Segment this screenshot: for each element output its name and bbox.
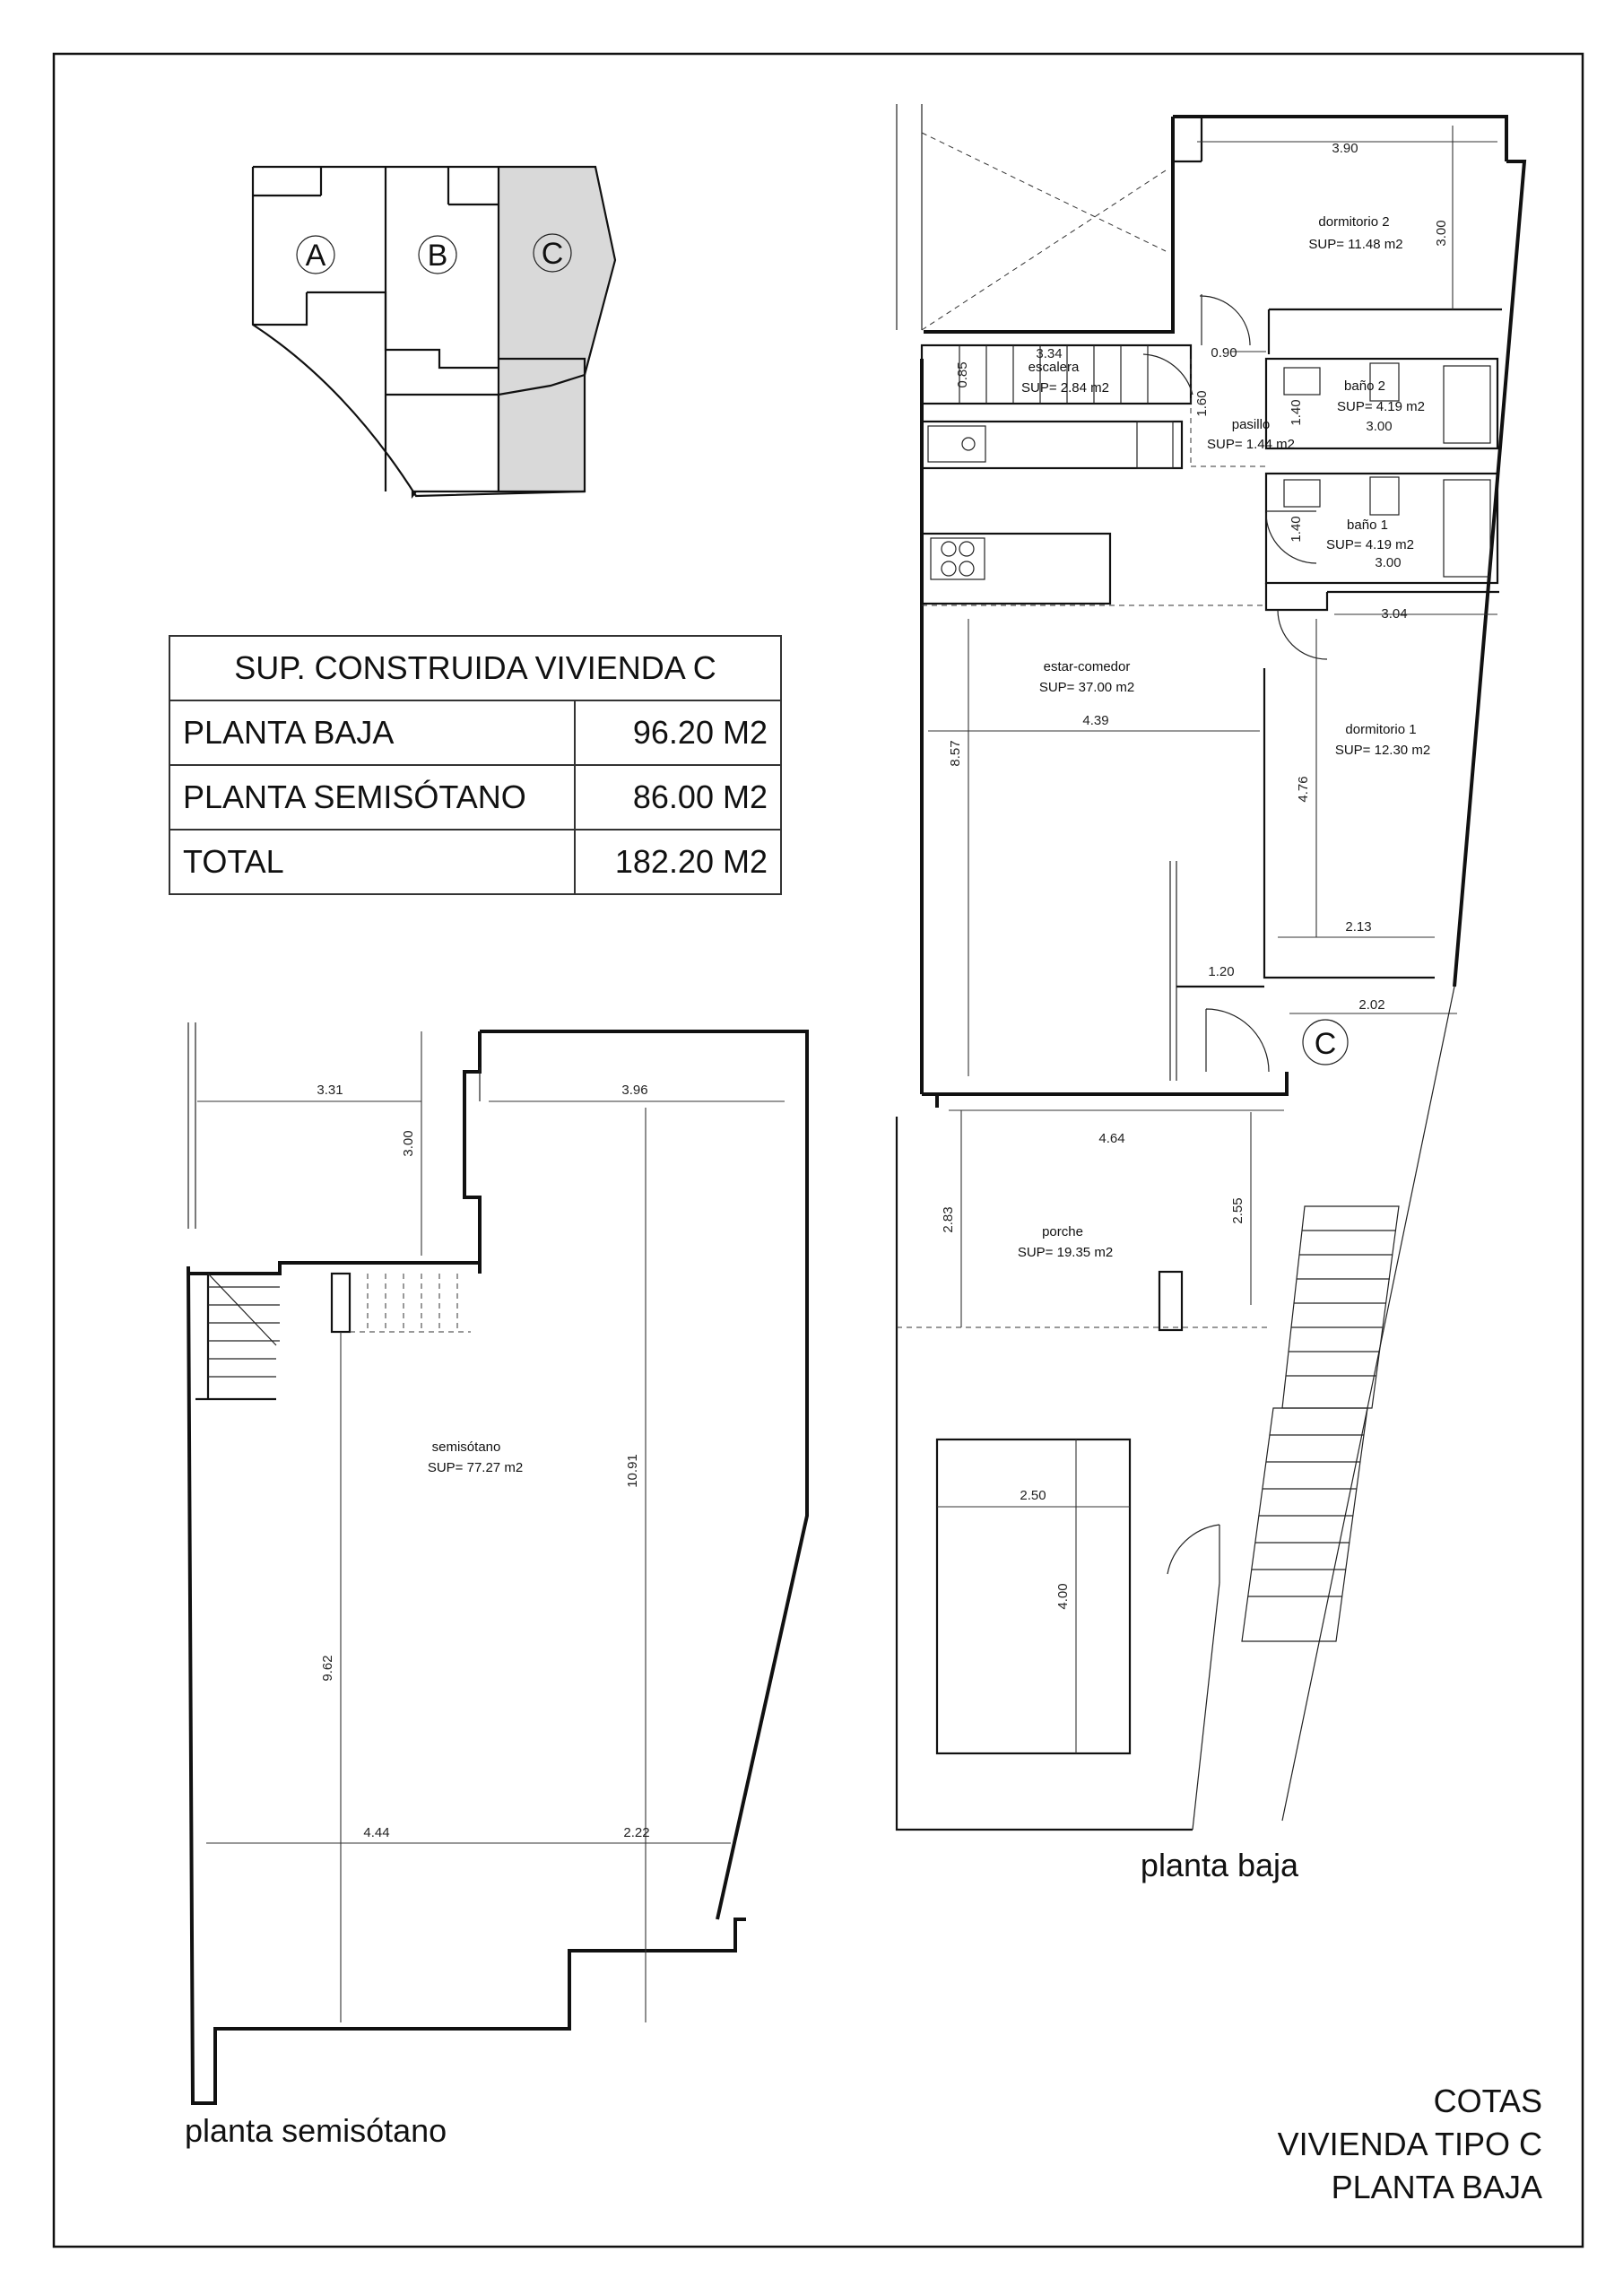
area-table-value: 96.20 M2	[575, 700, 781, 765]
key-plan-label-b: B	[427, 239, 448, 273]
area-table-row	[169, 765, 781, 830]
room-pasillo-name: pasillo	[1231, 417, 1271, 432]
area-table-label: TOTAL	[169, 830, 575, 894]
room-porche-area: SUP= 19.35 m2	[1017, 1245, 1114, 1260]
dim-396: 3.96	[621, 1083, 648, 1098]
basement-plan	[185, 1022, 807, 2149]
area-table-header-row	[169, 636, 781, 700]
title-block-line-3: PLANTA BAJA	[1331, 2169, 1542, 2205]
title-block-line-1: COTAS	[1433, 2083, 1542, 2119]
dim-213: 2.13	[1345, 919, 1372, 935]
dim-439: 4.39	[1082, 713, 1109, 728]
dim-300-c: 3.00	[1375, 555, 1402, 570]
dim-390: 3.90	[1332, 141, 1358, 156]
ground-floor-plan	[897, 104, 1524, 1883]
room-escalera-area: SUP= 2.84 m2	[1021, 380, 1109, 396]
room-escalera-name: escalera	[1028, 360, 1080, 375]
dim-300-a: 3.00	[1434, 220, 1449, 247]
area-table	[169, 635, 782, 895]
key-plan	[253, 167, 615, 496]
area-table-row	[169, 700, 781, 765]
room-dormitorio-1-name: dormitorio 1	[1345, 722, 1417, 737]
dim-300-d: 3.00	[401, 1130, 416, 1157]
dim-464: 4.64	[1098, 1131, 1125, 1146]
dim-255: 2.55	[1230, 1197, 1245, 1224]
room-bano-2-area: SUP= 4.19 m2	[1337, 399, 1425, 414]
key-plan-label-a: A	[305, 239, 326, 273]
dim-300-b: 3.00	[1366, 419, 1393, 434]
room-dormitorio-2-name: dormitorio 2	[1318, 214, 1390, 230]
room-estar-comedor-name: estar-comedor	[1043, 659, 1131, 674]
dim-962: 9.62	[320, 1655, 335, 1682]
ground-floor-caption: planta baja	[1140, 1847, 1299, 1883]
dim-090: 0.90	[1211, 345, 1237, 361]
porche-column	[1159, 1272, 1182, 1330]
title-block-line-2: VIVIENDA TIPO C	[1277, 2126, 1542, 2162]
room-estar-comedor-area: SUP= 37.00 m2	[1038, 680, 1135, 695]
dim-085: 0.85	[955, 361, 970, 388]
room-porche-name: porche	[1042, 1224, 1083, 1239]
room-semisotano-name: semisótano	[431, 1439, 501, 1455]
dim-283: 2.83	[941, 1206, 956, 1233]
room-dormitorio-2-area: SUP= 11.48 m2	[1308, 237, 1403, 252]
dim-476: 4.76	[1296, 776, 1311, 803]
area-table-label: PLANTA BAJA	[169, 700, 575, 765]
dim-331: 3.31	[317, 1083, 343, 1098]
pool	[937, 1439, 1130, 1753]
area-table-value: 182.20 M2	[575, 830, 781, 894]
dim-140-a: 1.40	[1289, 399, 1304, 426]
dim-444: 4.44	[363, 1825, 390, 1840]
dim-857: 8.57	[948, 740, 963, 767]
area-table-label: PLANTA SEMISÓTANO	[169, 765, 575, 830]
area-table-value: 86.00 M2	[575, 765, 781, 830]
unit-marker-c: C	[1314, 1027, 1337, 1061]
room-bano-1-area: SUP= 4.19 m2	[1326, 537, 1414, 552]
room-bano-1-name: baño 1	[1347, 517, 1388, 533]
dim-250: 2.50	[1020, 1488, 1046, 1503]
dim-140-b: 1.40	[1289, 516, 1304, 543]
dim-222: 2.22	[623, 1825, 650, 1840]
dim-334: 3.34	[1036, 346, 1063, 361]
area-table-row	[169, 830, 781, 894]
dim-1091: 10.91	[625, 1454, 640, 1488]
area-table-title: SUP. CONSTRUIDA VIVIENDA C	[169, 636, 781, 700]
dim-160: 1.60	[1194, 390, 1210, 417]
dim-120: 1.20	[1208, 964, 1235, 979]
room-dormitorio-1-area: SUP= 12.30 m2	[1334, 743, 1431, 758]
dim-202: 2.02	[1358, 997, 1385, 1013]
room-pasillo-area: SUP= 1.44 m2	[1207, 437, 1295, 452]
dim-304: 3.04	[1381, 606, 1408, 622]
room-bano-2-name: baño 2	[1344, 378, 1385, 394]
dim-400: 4.00	[1055, 1583, 1071, 1610]
room-semisotano-area: SUP= 77.27 m2	[427, 1460, 524, 1475]
key-plan-label-c: C	[541, 237, 564, 271]
basement-caption: planta semisótano	[185, 2112, 447, 2149]
